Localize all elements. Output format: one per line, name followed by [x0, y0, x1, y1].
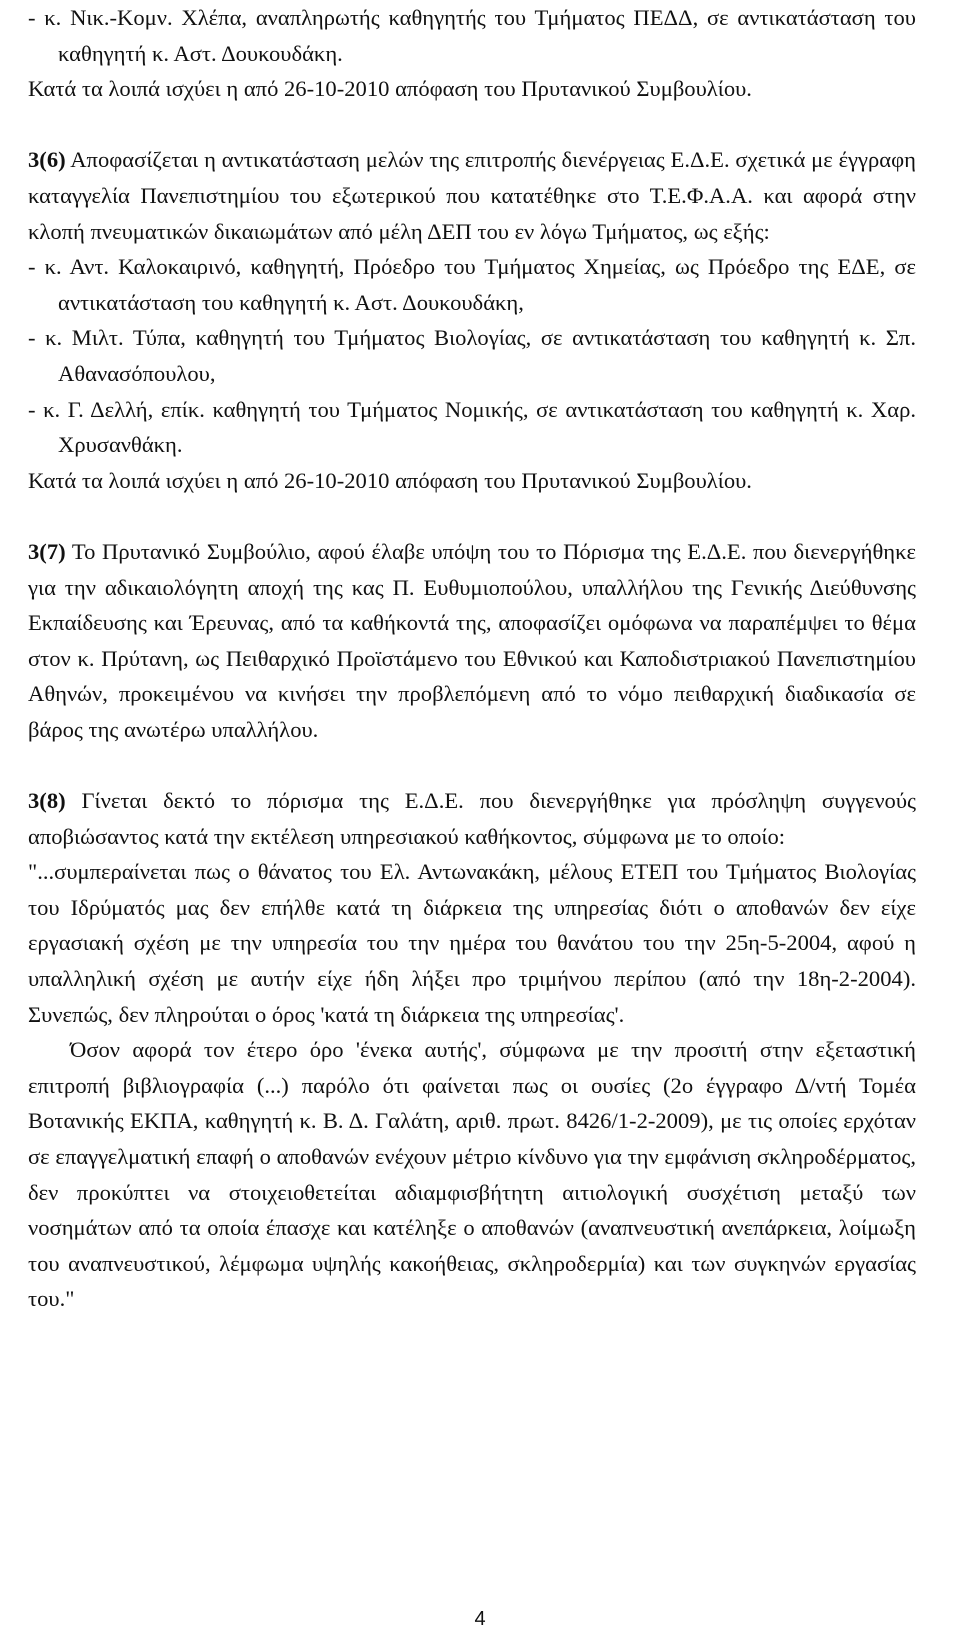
section-number: 3(8) [28, 788, 66, 814]
section-text: Το Πρυτανικό Συμβούλιο, αφού έλαβε υπόψη του το Πόρισμα της Ε.Δ.Ε. που διενεργήθηκε για την αδικαιολόγητη αποχή της κας Π. Ευθυμιοπούλου, υπαλλήλου της Γενικής Διεύθυνσης Εκπαίδευσης και Έρευνας, από τα καθήκοντά της, αποφασίζει ομόφωνα να παραπέμψει το θέμα στον κ. Πρύτανη, ως Πειθαρχικό Προϊστάμενο του Εθνικού και Καποδιστριακού Πανεπιστημίου Αθηνών, προκειμένου να κινήσει την προβλεπόμενη από το νόμο πειθαρχική διαδικασία σε βάρος της ανωτέρω υπαλλήλου. [28, 538, 916, 742]
list-item: - κ. Γ. Δελλή, επίκ. καθηγητή του Τμήματος Νομικής, σε αντικατάσταση του καθηγητή κ. Χαρ. Χρυσανθάκη. [28, 396, 916, 458]
section-3-6-closing: Κατά τα λοιπά ισχύει η από 26-10-2010 απόφαση του Πρυτανικού Συμβουλίου. [28, 467, 752, 493]
member-line-chlepa: - κ. Νικ.-Κομν. Χλέπα, αναπληρωτής καθηγητής του Τμήματος ΠΕΔΔ, σε αντικατάσταση του καθηγητή κ. Αστ. Δουκουδάκη. [28, 5, 916, 66]
list-item: - κ. Μιλτ. Τύπα, καθηγητή του Τμήματος Βιολογίας, σε αντικατάσταση του καθηγητή κ. Σπ. Αθανασόπουλου, [28, 325, 916, 386]
quote-paragraph-1: "...συμπεραίνεται πως ο θάνατος του Ελ. Αντωνακάκη, μέλους ΕΤΕΠ του Τμήματος Βιολογίας του Ιδρύματός μας δεν επήλθε κατά τη διάρκεια της υπηρεσίας διότι ο αποθανών δεν είχε εργασιακή σχέση με την υπηρεσία του την ημέρα του θανάτου του την 25η-5-2004, αφού η υπαλληλική σχέση με αυτήν είχε ήδη λήξει προ τριμήνου περίπου (από την 18η-2-2004). Συνεπώς, δεν πληρούται ο όρος 'κατά τη διάρκεια της υπηρεσίας'. [28, 859, 916, 1027]
closing-paragraph-top: Κατά τα λοιπά ισχύει η από 26-10-2010 απόφαση του Πρυτανικού Συμβουλίου. [28, 76, 752, 102]
section-3-7 [28, 534, 916, 748]
quote-paragraph-2: Όσον αφορά τον έτερο όρο 'ένεκα αυτής', σύμφωνα με την προσιτή στην εξεταστική επιτροπή βιβλιογραφία (...) παρόλο ότι φαίνεται πως οι ουσίες (2ο έγγραφο Δ/ντή Τομέα Βοτανικής ΕΚΠΑ, καθηγητή κ. Β. Δ. Γαλάτη, αριθ. πρωτ. 8426/1-2-2009), με τις οποίες ερχόταν σε επαγγελματική επαφή ο αποθανών ενέχουν μέτριο κίνδυνο για την εμφάνιση σκληροδέρματος, δεν προκύπτει να στοιχειοθετείται αδιαμφισβήτητη αιτιολογική συσχέτιση μεταξύ των νοσημάτων από τα οποία έπασχε και κατέληξε ο αποθανών (αναπνευστική ανεπάρκεια, λοίμωξη του αναπνευστικού, λέμφωμα υψηλής κακοήθειας, σκληροδερμία) και των συγκηνών εργασίας του." [28, 1037, 916, 1312]
section-3-6-intro [28, 142, 916, 249]
spacer [28, 747, 916, 783]
document-page [28, 0, 916, 1317]
spacer [28, 107, 916, 143]
list-item: - κ. Αντ. Καλοκαιρινό, καθηγητή, Πρόεδρο του Τμήματος Χημείας, ως Πρόεδρο της ΕΔΕ, σε αντικατάσταση του καθηγητή κ. Αστ. Δουκουδάκη, [28, 254, 916, 315]
page-number: 4 [474, 1608, 486, 1630]
section-text: Γίνεται δεκτό το πόρισμα της Ε.Δ.Ε. που διενεργήθηκε για πρόσληψη συγγενούς αποβιώσαντος κατά την εκτέλεση υπηρεσιακού καθήκοντος, σύμφωνα με το οποίο: [28, 788, 916, 849]
section-number: 3(6) [28, 147, 66, 173]
section-number: 3(7) [28, 538, 66, 564]
section-text: Αποφασίζεται η αντικατάσταση μελών της επιτροπής διενέργειας Ε.Δ.Ε. σχετικά με έγγραφη καταγγελία Πανεπιστημίου του εξωτερικού που κατατέθηκε στο Τ.Ε.Φ.Α.Α. και αφορά στην κλοπή πνευματικών δικαιωμάτων από μέλη ΔΕΠ του εν λόγω Τμήματος, ως εξής: [28, 147, 916, 244]
section-3-8-intro [28, 783, 916, 854]
spacer [28, 498, 916, 534]
